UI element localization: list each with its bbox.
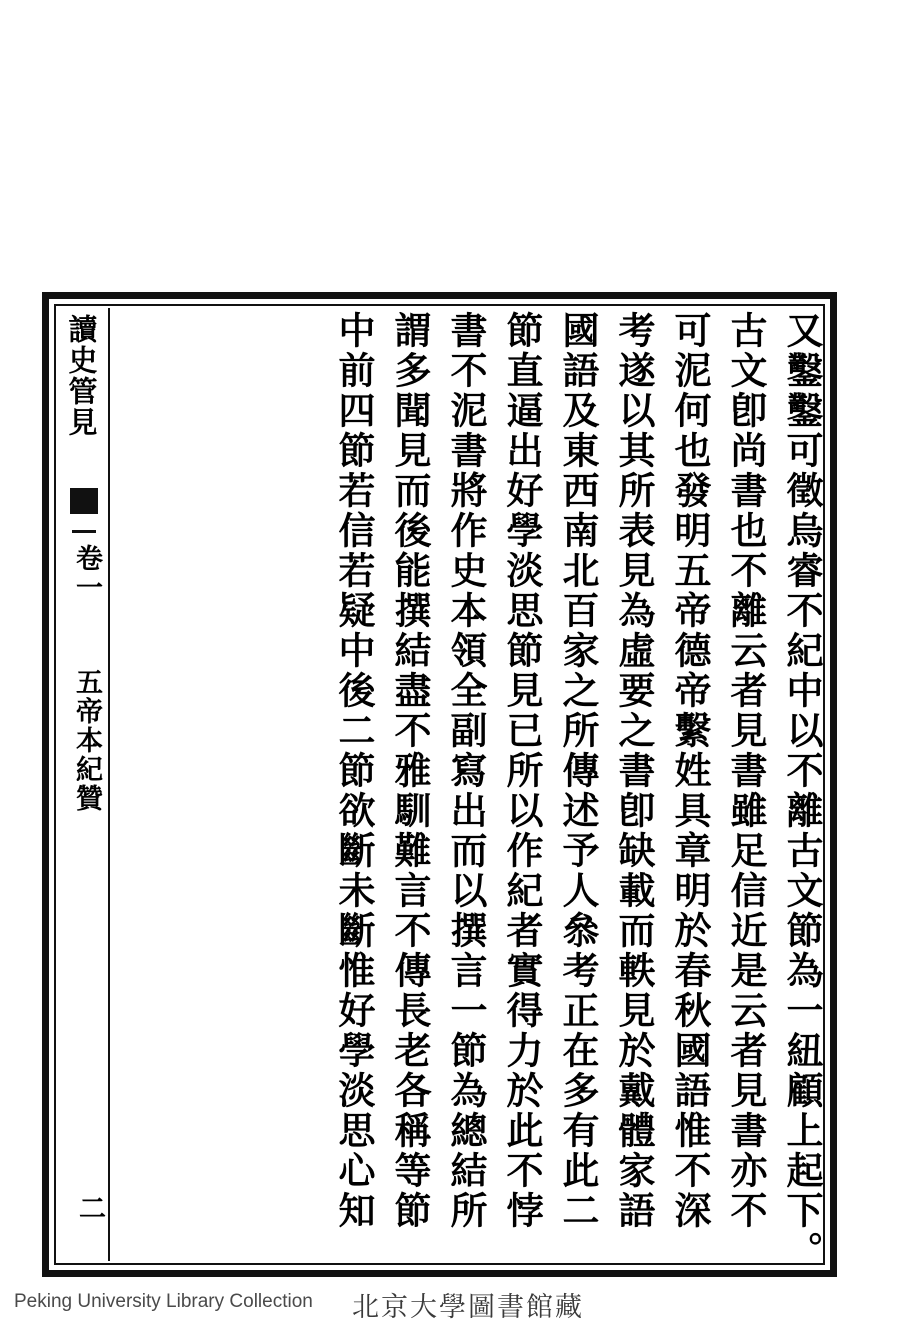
text-column: 節直逼出好學淡思節見已所以作紀者實得力於此不悖 bbox=[500, 311, 544, 1231]
text-column: 國語及東西南北百家之所傳述予人叅考正在多有此二 bbox=[556, 311, 600, 1231]
volume-label: 卷一 bbox=[71, 544, 102, 602]
text-column: 書不泥書將作史本領全副寫出而以撰言一節為總結所 bbox=[444, 311, 488, 1231]
text-column: 謂多聞見而後能撰結盡不雅馴難言不傳長老各稱等節 bbox=[388, 311, 432, 1231]
collection-credit-chinese: 北京大學圖書館藏 bbox=[352, 1292, 584, 1323]
running-title-banner bbox=[58, 308, 110, 1261]
banner-divider-one bbox=[72, 530, 96, 533]
page-number: 二 bbox=[74, 1194, 105, 1221]
section-label: 五帝本紀贊 bbox=[71, 668, 102, 813]
text-body bbox=[115, 309, 824, 1271]
fishtail-mark-top bbox=[70, 488, 98, 514]
woodblock-frame bbox=[42, 292, 837, 1277]
text-column: 又鑿鑿可徵烏睿不紀中以不離古文節為一紐顧上起下。 bbox=[780, 311, 824, 1271]
text-column: 中前四節若信若疑中後二節欲斷未斷惟好學淡思心知 bbox=[332, 311, 376, 1231]
text-column: 古文卽尚書也不離云者見書雖足信近是云者見書亦不 bbox=[724, 311, 768, 1231]
collection-credit-english: Peking University Library Collection bbox=[14, 1291, 313, 1312]
running-title: 讀史管見 bbox=[64, 314, 99, 438]
text-column: 可泥何也發明五帝德帝繫姓具章明於春秋國語惟不深 bbox=[668, 311, 712, 1231]
text-column: 考遂以其所表見為虛要之書卽缺載而軼見於戴體家語 bbox=[612, 311, 656, 1231]
collection-credit bbox=[0, 1281, 900, 1329]
